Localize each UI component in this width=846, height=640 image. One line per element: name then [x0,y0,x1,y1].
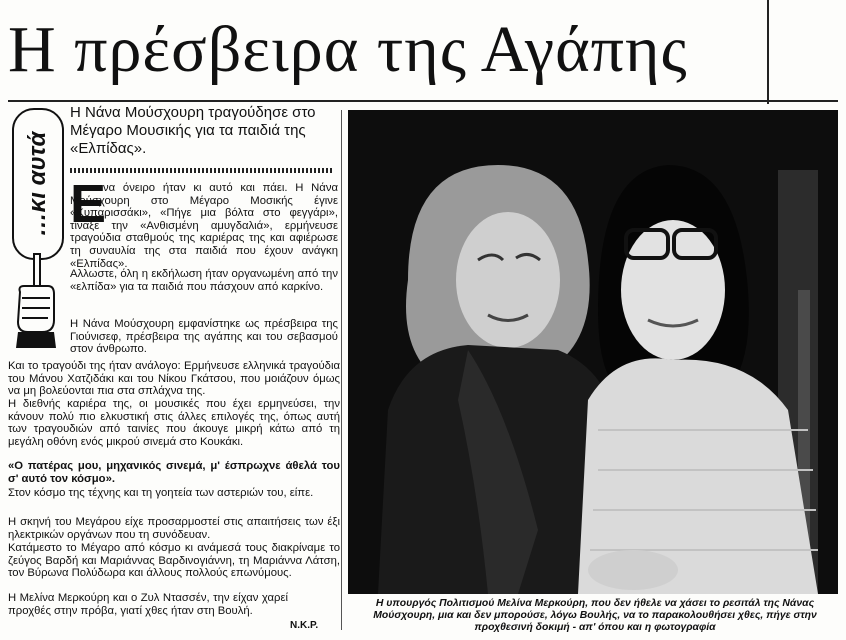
pull-quote: «Ο πατέρας μου, μηχανικός σινεμά, μ' έσπρωχνε άθελά του σ' αυτό τον κόσμο». [8,460,340,485]
drop-cap: Ε [70,174,107,234]
body-paragraph-2: Αλλωστε, όλη η εκδήλωση ήταν οργανωμένη από την «ελπίδα» για τα παιδιά που πάσχουν από καρκίνο. [70,268,338,293]
photo-caption: Η υπουργός Πολιτισμού Μελίνα Μερκούρη, που δεν ήθελε να χάσει το ρεσιτάλ της Νάνας Μούσχουρη, μια και δεν μπορούσε, λόγω Βουλής, να το παρακολουθήσει χθες, πήγε στην προχθεσινή δοκιμή - απ' όπου και η φωτογραφία [373,598,817,633]
body-paragraph-6: Στον κόσμο της τέχνης και τη γοητεία των αστεριών του, είπε. [8,487,314,499]
deck-subheadline: Η Νάνα Μούσχουρη τραγούδησε στο Μέγαρο Μουσικής για τα παιδιά της «Ελπίδας». [70,104,316,157]
pointing-hand-icon [12,252,60,348]
headline: Η πρέσβειρα της Αγάπης [8,13,688,86]
body-paragraph-8: Κατάμεστο το Μέγαρο από κόσμο κι ανάμεσά τους διακρίναμε το ζεύγος Βαρδή και Μαριάννας Βαρδινογιάννη, τη Μαριάννα Λάτση, τον Βύρωνα Πολύδωρα και άλλους πολλούς επωνύμους. [8,542,340,580]
deck-rule [70,168,334,173]
body-paragraph-5: Η διεθνής καριέρα της, οι μουσικές που έχει ερμηνεύσει, την κάνουν πολύ πιο ελκυστική στις άλλες επιλογές της, όπως αυτή των τραγουδιών από ταινίες που άκουγε μικρή κάτω από τη μεγάλη οθόνη ενός μικρού σινεμά στο Κουκάκι. [8,398,340,448]
body-paragraph-4: Και το τραγούδι της ήταν ανάλογο: Ερμήνευσε ελληνικά τραγούδια του Μάνου Χατζιδάκι και του Νίκου Γκάτσου, που μοιάζουν όμως να μη βολεύονται πια στα σπλάχνα της. [8,360,340,398]
body-paragraph-1: να όνειρο ήταν κι αυτό και πάει. Η Νάνα Μούσχουρη στο Μέγαρο Μοσικής έγινε «Κυπαρισσάκι», «Πήγε μια βόλτα στο φεγγάρι», τίναξε την «Ανθισμένη αμυγδαλιά», ερμήνευσε τραγούδια σταθμούς της καριέρας της και αφιέρωσε τη συναυλία της στα παιδιά που έχουν ανάγκη «Ελπίδας». [70,182,338,270]
column-badge-label: …κι αυτά [24,131,51,237]
headline-rule [8,100,838,102]
column-badge [12,108,64,260]
author-signature: N.K.P. [290,620,319,631]
vertical-rule [767,0,769,104]
body-paragraph-3: Η Νάνα Μούσχουρη εμφανίστηκε ως πρέσβειρα της Γιούνισεφ, πρέσβειρα της αγάπης και του σεβασμού στον άνθρωπο. [70,318,338,356]
body-paragraph-9: Η Μελίνα Μερκούρη και ο Ζυλ Ντασσέν, την είχαν χαρεί προχθές στην πρόβα, γιατί χθες ήταν στη Βουλή. [8,592,288,617]
body-paragraph-7: Η σκηνή του Μεγάρου είχε προσαρμοστεί στις απαιτήσεις των έξι ηλεκτρικών οργάνων που τη συνόδευαν. [8,516,340,541]
column-rule [341,110,342,630]
photo-two-women [348,110,838,594]
